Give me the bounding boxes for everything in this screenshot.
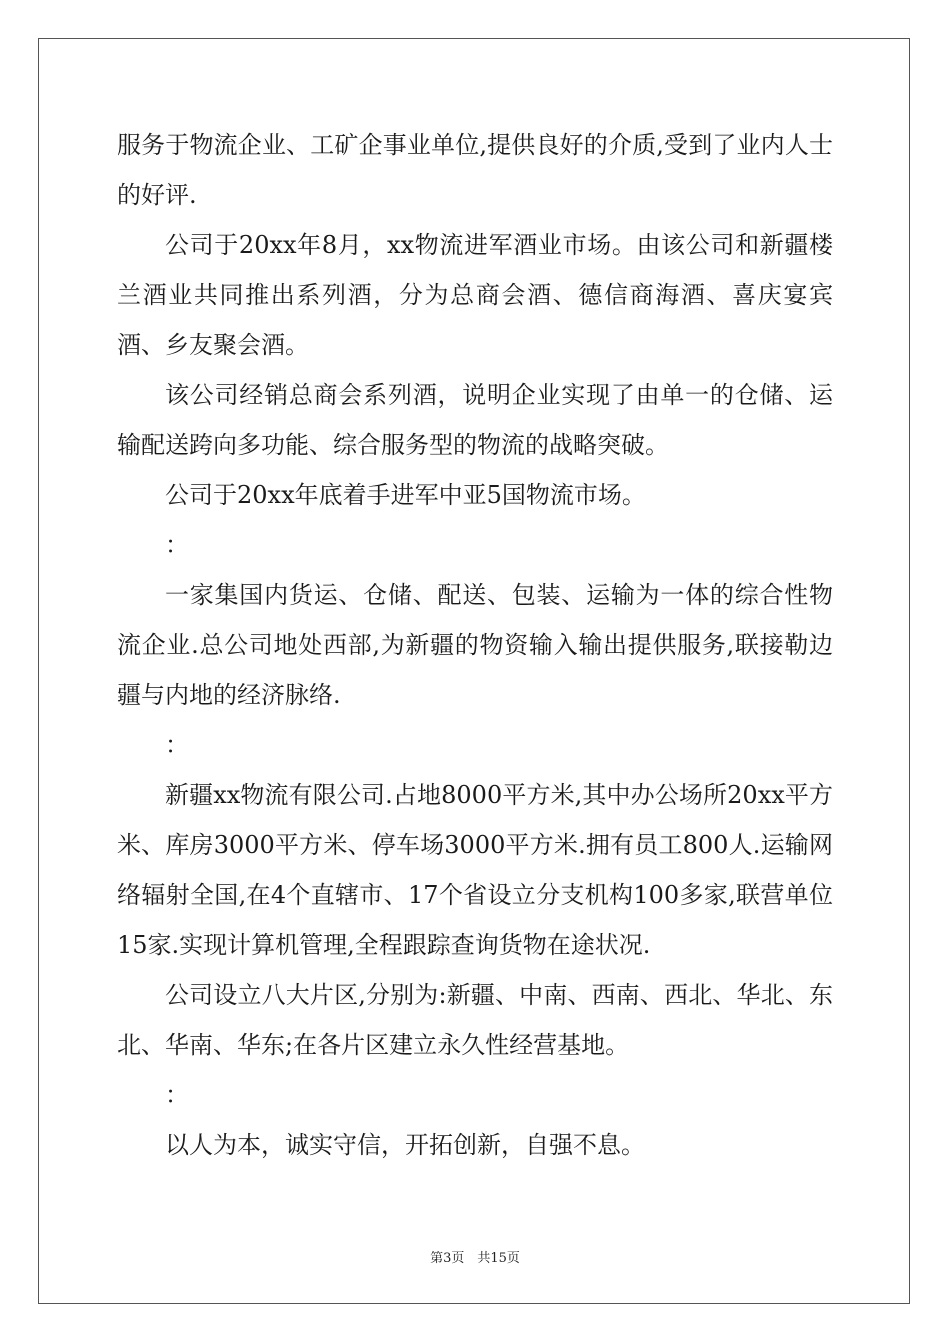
section-marker-1: ： [165,531,189,559]
paragraph-2: 公司于20xx年8月，xx物流进军酒业市场。由该公司和新疆楼兰酒业共同推出系列酒，分为总商会酒、德信商海酒、喜庆宴宾酒、乡友聚会酒。 [117,231,833,359]
paragraph-4: 公司于20xx年底着手进军中亚5国物流市场。 [165,481,646,509]
section-marker-3: ： [165,1081,189,1109]
document-body [117,120,833,1170]
paragraph-8: 以人为本，诚实守信，开拓创新，自强不息。 [165,1131,645,1159]
paragraph-1: 服务于物流企业、工矿企事业单位,提供良好的介质,受到了业内人士的好评. [117,131,833,209]
paragraph-6: 新疆xx物流有限公司.占地8000平方米,其中办公场所20xx平方米、库房3000平方米、停车场3000平方米.拥有员工800人.运输网络辐射全国,在4个直辖市、17个省设立分支机构100多家,联营单位15家.实现计算机管理,全程跟踪查询货物在途状况. [117,781,833,959]
page-number: 第3页 共15页 [430,1251,520,1266]
section-marker-2: ： [165,731,189,759]
paragraph-3: 该公司经销总商会系列酒，说明企业实现了由单一的仓储、运输配送跨向多功能、综合服务型的物流的战略突破。 [117,381,833,459]
paragraph-7: 公司设立八大片区,分别为:新疆、中南、西南、西北、华北、东北、华南、华东;在各片区建立永久性经营基地。 [117,981,833,1059]
paragraph-5: 一家集国内货运、仓储、配送、包装、运输为一体的综合性物流企业.总公司地处西部,为新疆的物资输入输出提供服务,联接勒边疆与内地的经济脉络. [117,581,833,709]
